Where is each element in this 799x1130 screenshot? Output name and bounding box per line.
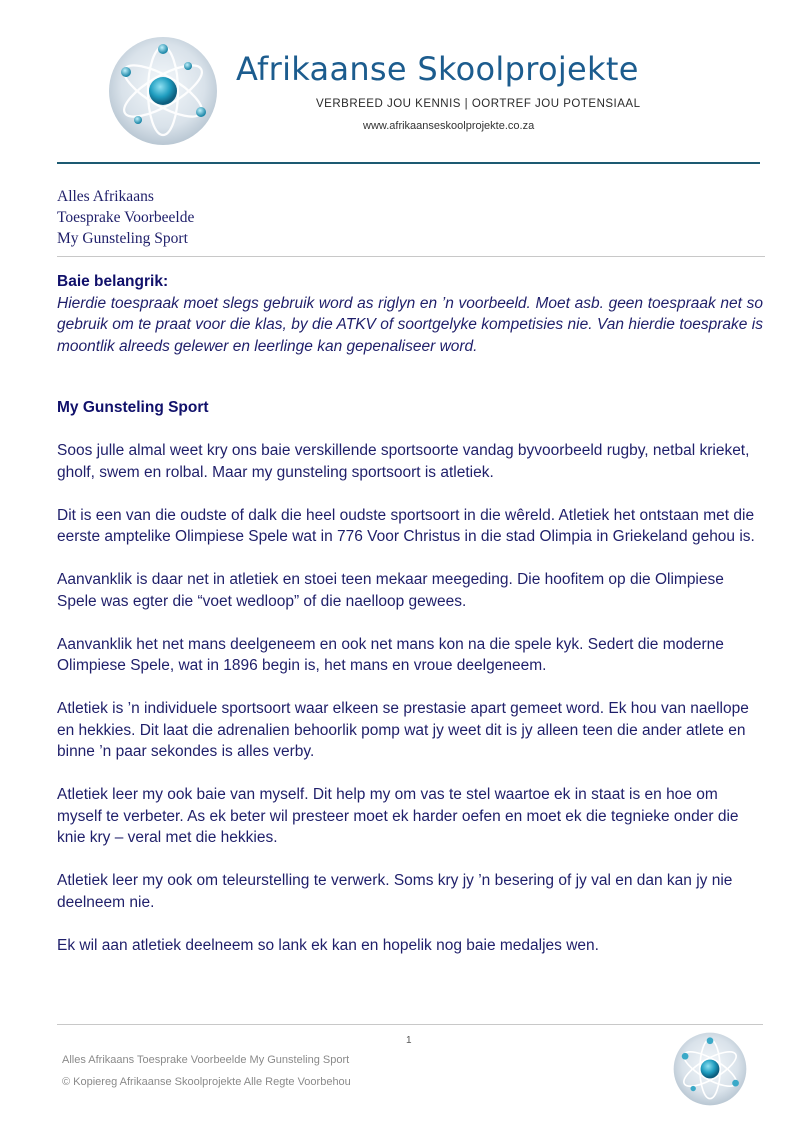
notice-text: Hierdie toespraak moet slegs gebruik word as riglyn en ’n voorbeeld. Moet asb. geen toespraak net so gebruik om te praat voor die klas, by die ATKV of soortgelyke kompetisies nie. Van hierdie toesprake is moontlik alreeds gelewer en leerlinge kan gepenaliseer word. xyxy=(57,294,763,355)
footer-divider xyxy=(57,1024,763,1025)
section-divider xyxy=(57,256,765,257)
notice-heading: Baie belangrik: xyxy=(57,273,169,290)
speech-paragraph: Atletiek is ’n individuele sportsoort waar elkeen se prestasie apart gemeet word. Ek hou van naellope en hekkies. Dit laat die adrenalien behoorlik pomp wat jy weet dit is jy alleen teen die ander atlete en binne ’n paar sekondes is alles verby. xyxy=(57,700,749,760)
breadcrumb-item: Toesprake Voorbeelde xyxy=(57,209,195,226)
breadcrumb-item: My Gunsteling Sport xyxy=(57,230,188,247)
footer-document-title: Alles Afrikaans Toesprake Voorbeelde My Gunsteling Sport xyxy=(62,1054,350,1066)
brand-title: Afrikaanse Skoolprojekte xyxy=(236,50,639,88)
speech-paragraph: Aanvanklik het net mans deelgeneem en ook net mans kon na die spele kyk. Sedert die moderne Olimpiese Spele, wat in 1896 begin is, het mans en vroue deelgeneem. xyxy=(57,635,724,674)
atom-logo-icon xyxy=(108,36,218,146)
breadcrumb xyxy=(57,186,194,249)
brand-url[interactable]: www.afrikaanseskoolprojekte.co.za xyxy=(363,120,535,132)
speech-paragraph: Ek wil aan atletiek deelneem so lank ek kan en hopelik nog baie medaljes wen. xyxy=(57,936,599,954)
speech-paragraph: Atletiek leer my ook om teleurstelling te verwerk. Soms kry jy ’n besering of jy val en dan kan jy nie deelneem nie. xyxy=(57,872,733,911)
page-number: 1 xyxy=(406,1035,412,1046)
speech-title: My Gunsteling Sport xyxy=(57,399,209,416)
speech-paragraph: Atletiek leer my ook baie van myself. Dit help my om vas te stel waartoe ek in staat is en hoe om myself te verbeter. As ek beter wil presteer moet ek harder oefen en moet ek die tegnieke onder die knie kry – veral met die hekkies. xyxy=(57,786,739,846)
document-body xyxy=(57,271,763,956)
speech-paragraph: Aanvanklik is daar net in atletiek en stoei teen mekaar meegeding. Die hoofitem op die Olimpiese Spele was egter die “voet wedloop” of die naelloop gewees. xyxy=(57,571,724,610)
speech-paragraph: Soos julle almal weet kry ons baie verskillende sportsoorte vandag byvoorbeeld rugby, netbal krieket, gholf, swem en rolbal. Maar my gunsteling sportsoort is atletiek. xyxy=(57,442,750,481)
breadcrumb-item: Alles Afrikaans xyxy=(57,188,154,205)
atom-logo-icon xyxy=(673,1032,747,1106)
speech-paragraph: Dit is een van die oudste of dalk die heel oudste sportsoort in die wêreld. Atletiek het ontstaan met die eerste amptelike Olimpiese Spele wat in 776 Voor Christus in die stad Olimpia in Griekeland gehou is. xyxy=(57,506,755,545)
header-divider xyxy=(57,162,760,164)
footer-copyright: © Kopiereg Afrikaanse Skoolprojekte Alle Regte Voorbehou xyxy=(62,1076,351,1088)
brand-tagline: VERBREED JOU KENNIS | OORTREF JOU POTENSIAAL xyxy=(316,98,641,110)
